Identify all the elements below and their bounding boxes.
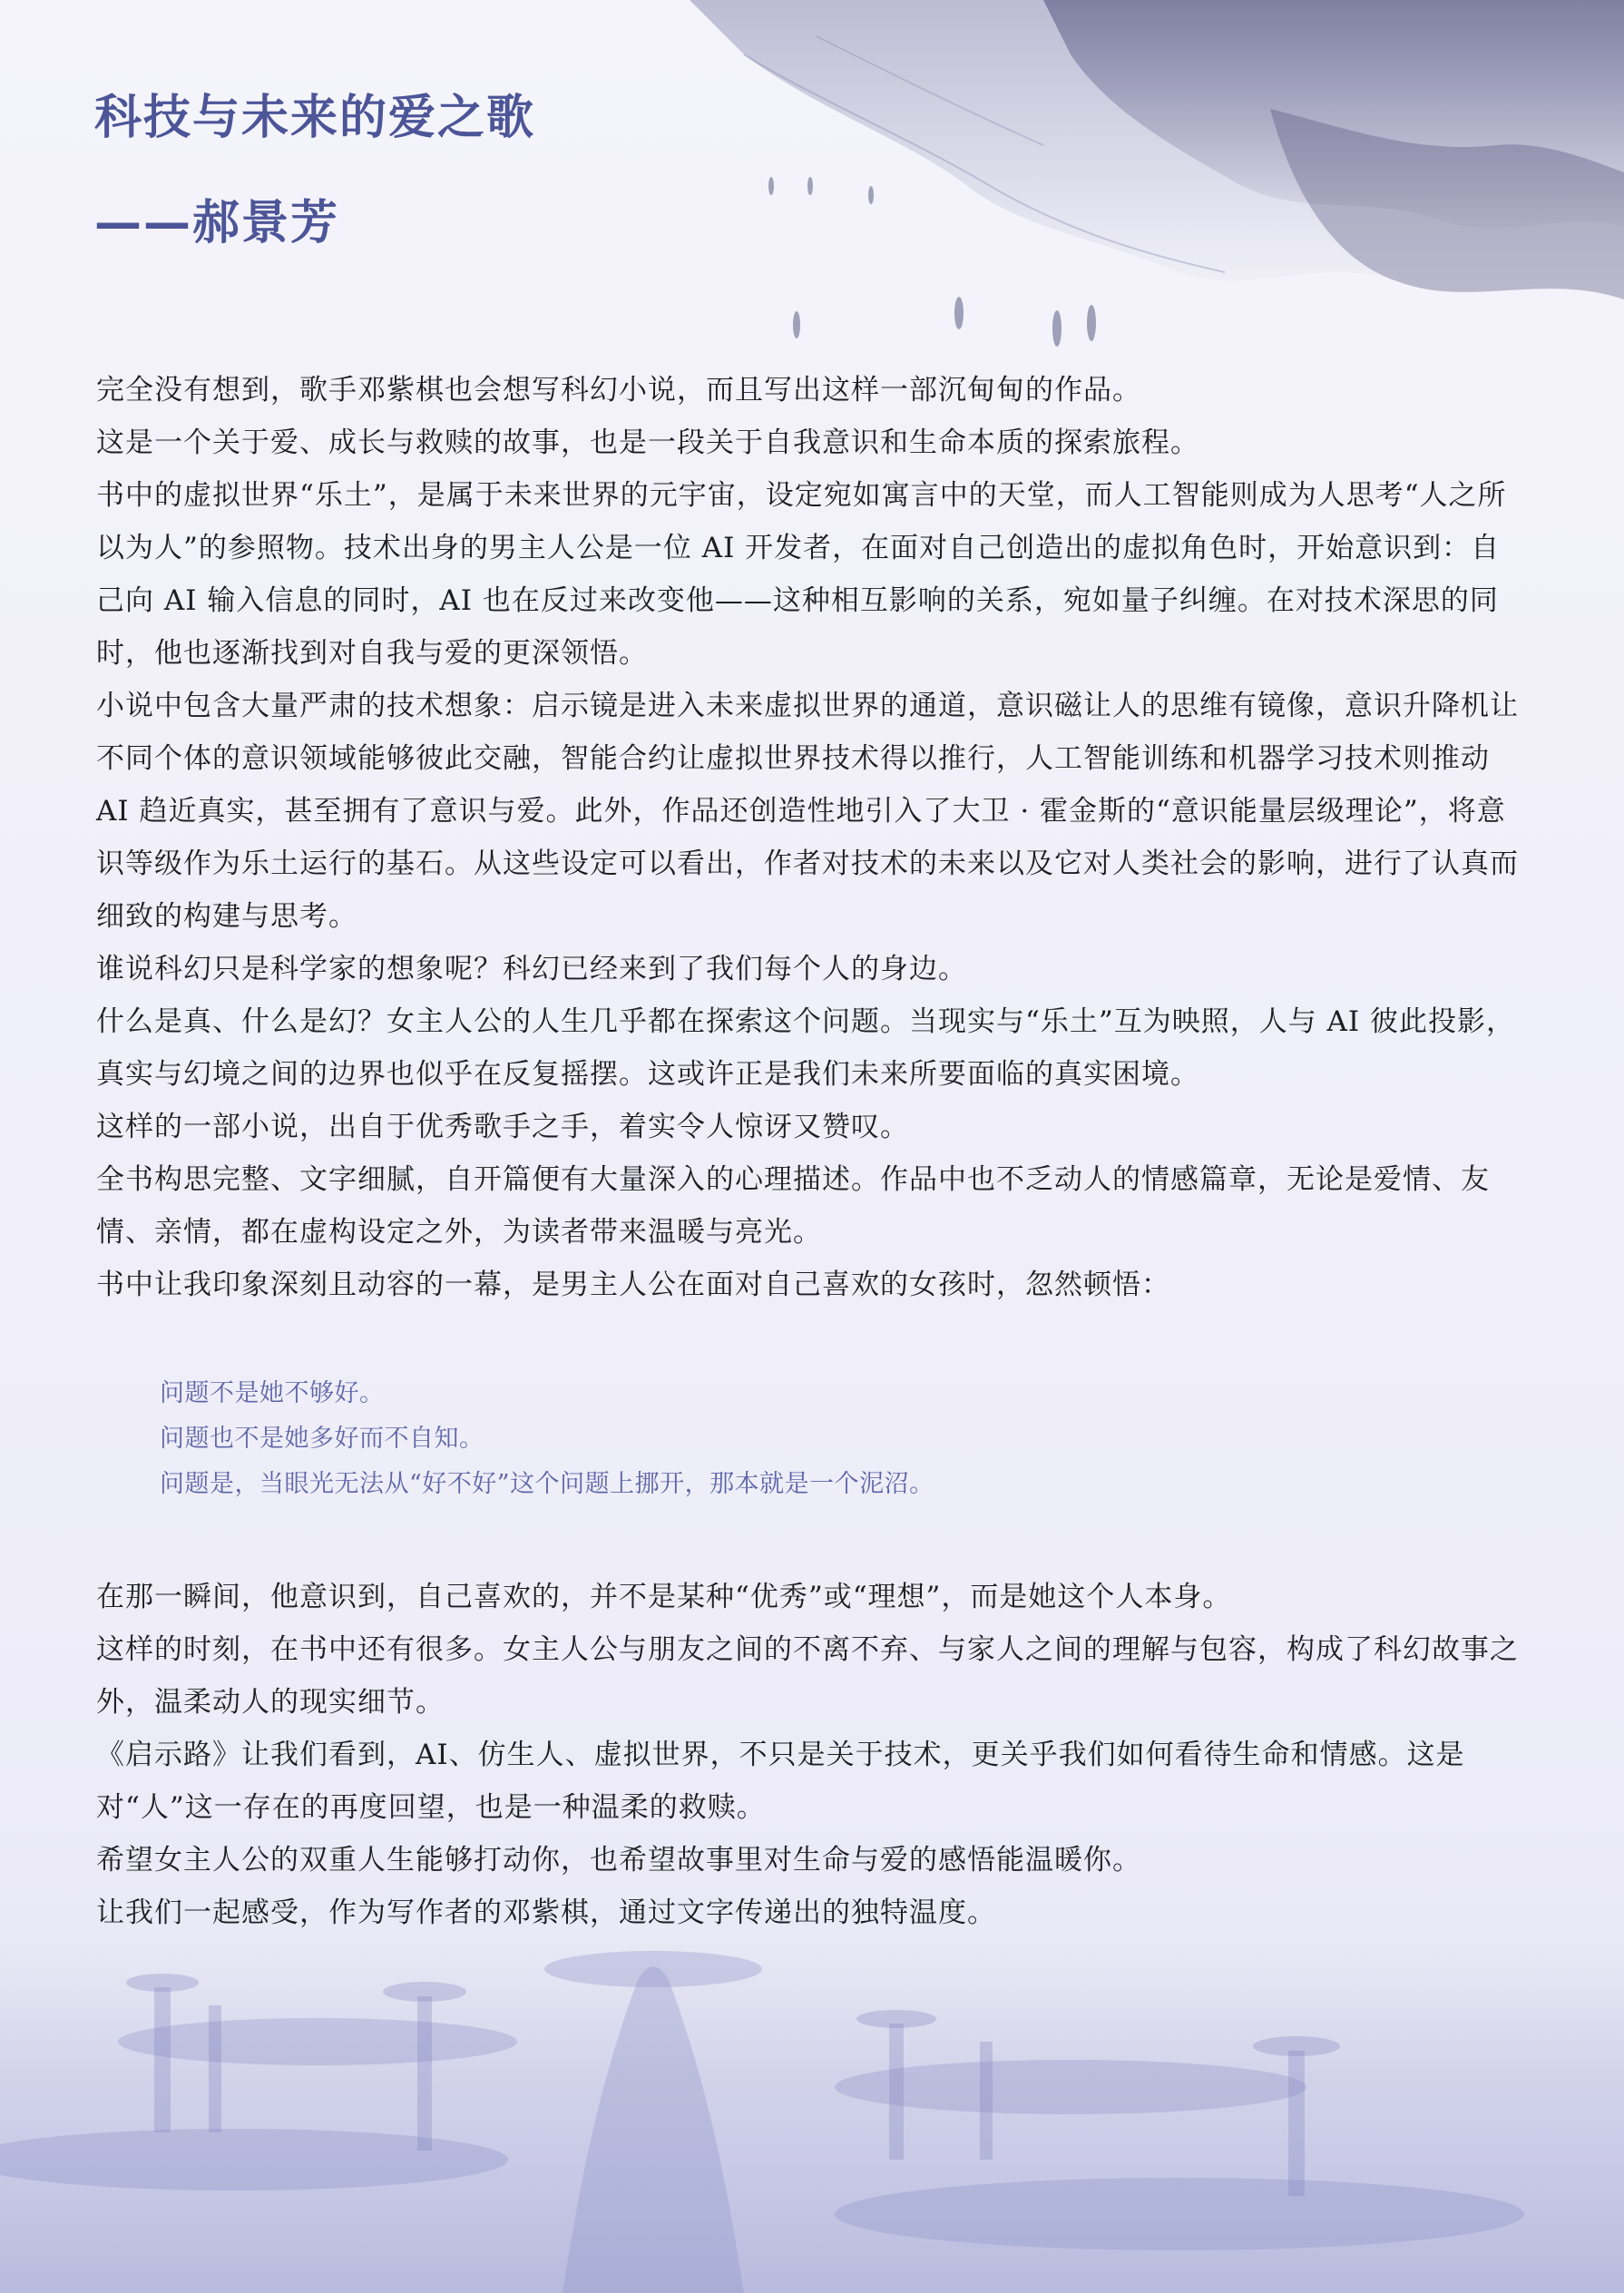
body-paragraph: 什么是真、什么是幻？女主人公的人生几乎都在探索这个问题。当现实与“乐土”互为映照，人与 AI 彼此投影，真实与幻境之间的边界也似乎在反复摇摆。这或许正是我们未来所要面临的真实困境。 <box>96 1005 1516 1091</box>
quote-line: 问题是，当眼光无法从“好不好”这个问题上挪开，那本就是一个泥沼。 <box>160 1470 934 1498</box>
closing-paragraph: 希望女主人公的双重人生能够打动你，也希望故事里对生命与爱的感悟能温暖你。 <box>96 1844 1141 1877</box>
closing-paragraph: 让我们一起感受，作为写作者的邓紫棋，通过文字传递出的独特温度。 <box>96 1896 996 1929</box>
body-paragraph: 谁说科幻只是科学家的想象呢？科幻已经来到了我们每个人的身边。 <box>96 953 967 985</box>
closing-paragraph: 在那一瞬间，他意识到，自己喜欢的，并不是某种“优秀”或“理想”，而是她这个人本身。 <box>96 1581 1232 1613</box>
body-paragraph: 完全没有想到，歌手邓紫棋也会想写科幻小说，而且写出这样一部沉甸甸的作品。 <box>96 374 1141 407</box>
page-title: 科技与未来的爱之歌 <box>94 91 536 145</box>
quote-line: 问题不是她不够好。 <box>160 1379 385 1407</box>
body-paragraph: 小说中包含大量严肃的技术想象：启示镜是进入未来虚拟世界的通道，意识磁让人的思维有镜像，意识升降机让不同个体的意识领域能够彼此交融，智能合约让虚拟世界技术得以推行，人工智能训练和机器学习技术则推动 AI 趋近真实，甚至拥有了意识与爱。此外，作品还创造性地引入了大卫 · 霍金斯的“意识能量层级理论”，将意识等级作为乐土运行的基石。从这些设定可以看出，作者对技术的未来以及它对人类社会的影响，进行了认真而细致的构建与思考。 <box>96 690 1519 933</box>
closing-paragraph: 《启示路》让我们看到，AI、仿生人、虚拟世界，不只是关于技术，更关乎我们如何看待生命和情感。这是对“人”这一存在的再度回望，也是一种温柔的救赎。 <box>96 1739 1465 1824</box>
author-name: ——郝景芳 <box>94 196 340 250</box>
body-paragraph: 书中让我印象深刻且动容的一幕，是男主人公在面对自己喜欢的女孩时，忽然顿悟： <box>96 1269 1170 1301</box>
article-closing <box>96 1571 1521 1939</box>
body-paragraph: 全书构思完整、文字细腻，自开篇便有大量深入的心理描述。作品中也不乏动人的情感篇章，无论是爱情、友情、亲情，都在虚构设定之外，为读者带来温暖与亮光。 <box>96 1163 1490 1249</box>
block-quote <box>160 1371 934 1507</box>
quote-line: 问题也不是她多好而不自知。 <box>160 1425 484 1453</box>
body-paragraph: 书中的虚拟世界“乐土”，是属于未来世界的元宇宙，设定宛如寓言中的天堂，而人工智能则成为人思考“人之所以为人”的参照物。技术出身的男主人公是一位 AI 开发者，在面对自己创造出的虚拟角色时，开始意识到：自己向 AI 输入信息的同时，AI 也在反过来改变他——这种相互影响的关系，宛如量子纠缠。在对技术深思的同时，他也逐渐找到对自我与爱的更深领悟。 <box>96 479 1507 670</box>
closing-paragraph: 这样的时刻，在书中还有很多。女主人公与朋友之间的不离不弃、与家人之间的理解与包容，构成了科幻故事之外，温柔动人的现实细节。 <box>96 1633 1519 1719</box>
body-paragraph: 这是一个关于爱、成长与救赎的故事，也是一段关于自我意识和生命本质的探索旅程。 <box>96 426 1199 459</box>
article-body <box>96 364 1521 1311</box>
body-paragraph: 这样的一部小说，出自于优秀歌手之手，着实令人惊讶又赞叹。 <box>96 1111 909 1143</box>
